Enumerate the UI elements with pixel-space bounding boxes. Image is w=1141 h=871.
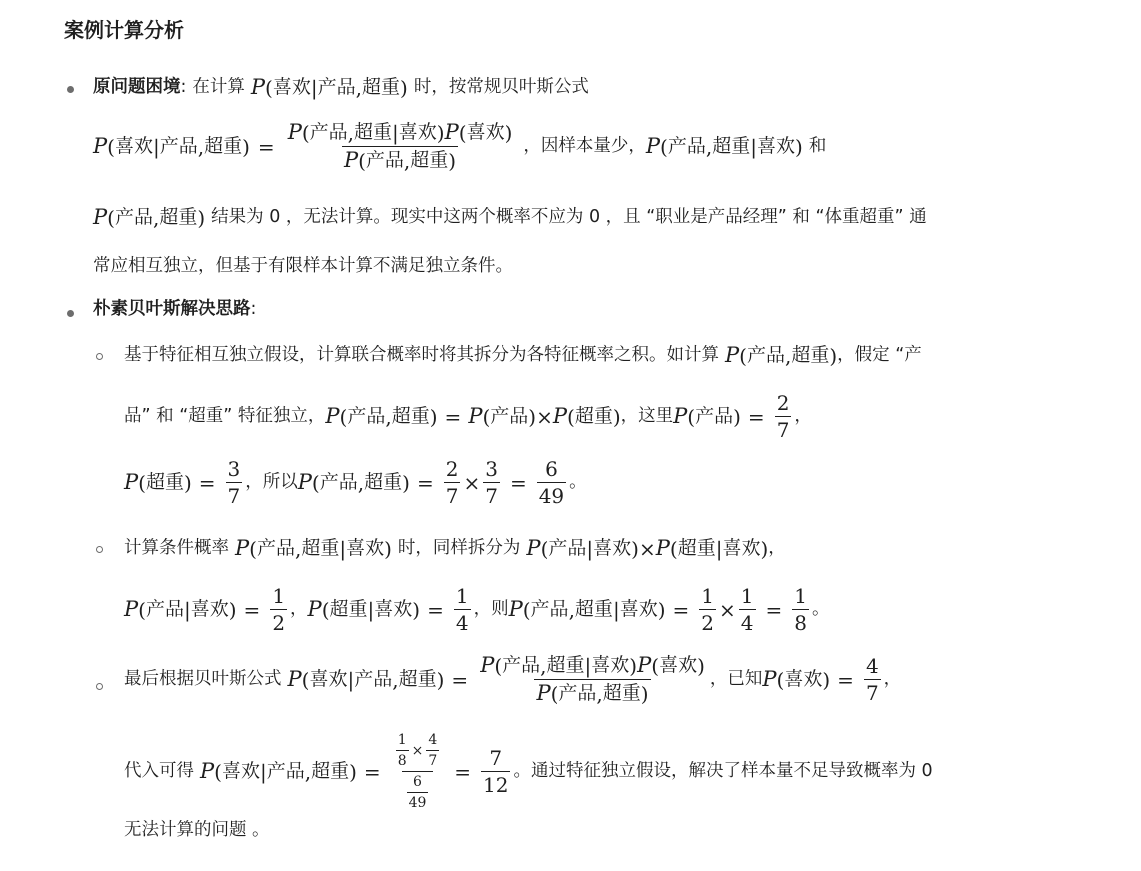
paragraph-line: 原问题困境 : 在计算 P ( 喜欢 | 产品 , 超重 ) 时，按常规贝叶斯公式	[93, 75, 589, 100]
paragraph-line: P ( 产品 | 喜欢 ) = $\frac{1}{2}$ ， P ( 超重 | 喜欢 ) = $\frac{1}{4}$ ，则 P ( 产品 , 超重 | 喜欢 ) = $\frac{1}{2}$ × $\frac{1}{4}$ = $\frac{1}{8}$ 。	[124, 584, 830, 635]
paragraph-line: 最后根据贝叶斯公式 P ( 喜欢 | 产品 , 超重 ) = P ( 产品 , 超重 | 喜欢 ) P ( 喜欢 ) P ( 产品 , 超重 ) ，已知 P ( 喜欢 ) = $\frac{4}{7}$ ，	[124, 653, 902, 706]
sub-bullet	[96, 546, 103, 553]
sub-bullet	[96, 683, 103, 690]
fraction: $\frac{2}{7}$	[445, 457, 459, 508]
fraction: $\frac{1}{2}$	[701, 584, 715, 635]
fraction: $\frac{3}{7}$	[227, 457, 241, 508]
paragraph-line: 计算条件概率 P ( 产品 , 超重 | 喜欢 ) 时，同样拆分为 P ( 产品 | 喜欢 ) × P ( 超重 | 喜欢 ) ，	[124, 536, 786, 561]
fraction: $\frac{1}{8}$	[794, 584, 808, 635]
fraction: $\frac{4}{7}$	[865, 654, 879, 705]
sub-bullet	[96, 353, 103, 360]
fraction: $\frac{3}{7}$	[485, 457, 498, 508]
fraction: $\frac{1}{4}$	[740, 584, 754, 635]
paragraph-line: 基于特征相互独立假设，计算联合概率时将其拆分为各特征概率之积。如计算 P ( 产品 , 超重 ) ，假定 “产	[124, 343, 922, 368]
paragraph-line: 常应相互独立，但基于有限样本计算不满足独立条件。	[93, 256, 513, 276]
fraction: $\frac{1}{8}$ × $\frac{4}{7}$ $\frac{6}{49}$	[397, 732, 438, 811]
bullet-dot	[67, 86, 74, 93]
fraction: P ( 产品 , 超重 | 喜欢 ) P ( 喜欢 ) P ( 产品 , 超重 )	[287, 120, 513, 173]
paragraph-line: 朴素贝叶斯解决思路 :	[93, 299, 257, 319]
fraction: P ( 产品 , 超重 | 喜欢 ) P ( 喜欢 ) P ( 产品 , 超重 )	[480, 653, 705, 706]
paragraph-line: 代入可得 P ( 喜欢 | 产品 , 超重 ) = $\frac{1}{8}$ × $\frac{4}{7}$ $\frac{6}{49}$ = $\frac{7}{12}$ 。通过特征独立假设，解决了样本量不足导致概率为 0	[124, 732, 933, 811]
paragraph-line: 品” 和 “超重” 特征独立， P ( 产品 , 超重 ) = P ( 产品 ) × P ( 超重 ) ，这里 P ( 产品 ) = $\frac{2}{7}$ ，	[124, 391, 812, 442]
fraction: $\frac{2}{7}$	[776, 391, 790, 442]
equation-line: P ( 喜欢 | 产品 , 超重 ) = P ( 产品 , 超重 | 喜欢 ) P ( 喜欢 ) P ( 产品 , 超重 ) ，因样本量少， P ( 产品 , 超重 | 喜欢 ) 和	[93, 120, 827, 173]
paragraph-line: P ( 产品 , 超重 ) 结果为 0 ，无法计算。现实中这两个概率不应为 0 ，且 “职业是产品经理” 和 “体重超重” 通	[93, 205, 927, 230]
fraction: $\frac{1}{2}$	[272, 584, 286, 635]
fraction: $\frac{6}{49}$	[538, 457, 565, 508]
paragraph-line: 无法计算的问题 。	[124, 820, 270, 840]
paragraph-line: P ( 超重 ) = $\frac{3}{7}$ ，所以 P ( 产品 , 超重 ) = $\frac{2}{7}$ × $\frac{3}{7}$ = $\frac{6}{49}$ 。	[124, 457, 587, 508]
page-title: 案例计算分析	[64, 18, 184, 42]
fraction: $\frac{1}{4}$	[455, 584, 469, 635]
fraction: $\frac{7}{12}$	[483, 746, 509, 797]
bullet-dot	[67, 310, 74, 317]
